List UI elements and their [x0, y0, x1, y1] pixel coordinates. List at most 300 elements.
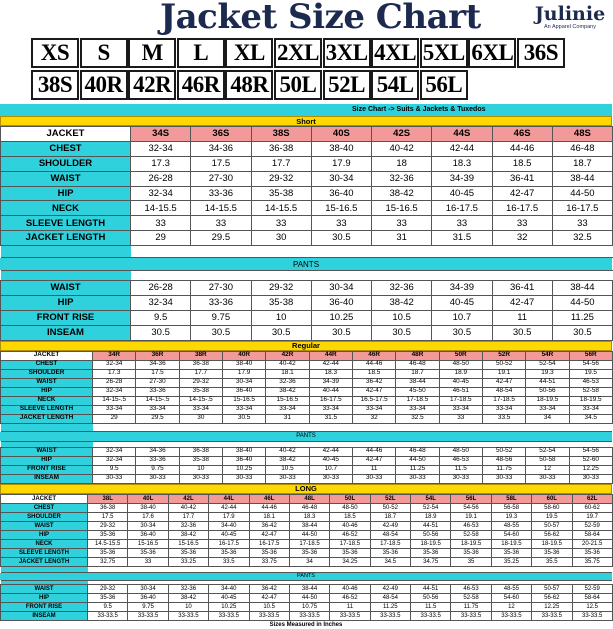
table-cell: 29-32: [179, 378, 222, 387]
table-cell: 11.25: [370, 602, 410, 611]
table-cell: 30.5: [311, 231, 371, 246]
table-cell: 54-56: [451, 503, 491, 512]
table-cell: 29-32: [251, 171, 311, 186]
table-cell: 42-44: [209, 503, 249, 512]
table-cell: 40-46: [330, 584, 370, 593]
row-label: INSEAM: [1, 474, 93, 483]
table-cell: 33-33.5: [88, 611, 128, 620]
table-cell: 40-45: [209, 593, 249, 602]
table-cell: 35-36: [370, 548, 410, 557]
table-cell: 30-33: [569, 474, 612, 483]
size-cell-letter: 6XL: [468, 38, 516, 68]
table-cell: 18-19.5: [532, 539, 572, 548]
row-label: FRONT RISE: [1, 465, 93, 474]
table-cell: 18-19.5: [526, 396, 569, 405]
table-cell: 48-50: [439, 447, 482, 456]
table-cell: 17.7: [168, 512, 208, 521]
table-cell: 48-50: [439, 360, 482, 369]
short-table: [0, 270, 613, 341]
table-cell: 44-50: [396, 456, 439, 465]
table-cell: 17.5: [136, 369, 179, 378]
row-label: HIP: [1, 530, 88, 539]
table-cell: 31: [266, 414, 309, 423]
table-cell: 30-33: [352, 474, 395, 483]
size-cell-letter: 5XL: [420, 38, 468, 68]
table-cell: 36-38: [88, 503, 128, 512]
table-cell: 11: [352, 465, 395, 474]
size-cell-letter: M: [128, 38, 176, 68]
table-cell: 35-36: [330, 548, 370, 557]
table-cell: 19.5: [569, 369, 612, 378]
table-cell: 30-34: [128, 584, 168, 593]
table-cell: 50-52: [482, 360, 525, 369]
table-row: [1, 396, 613, 405]
table-cell: 36-40: [311, 296, 371, 311]
table-cell: 34.25: [330, 557, 370, 566]
table-cell: 46-48: [552, 141, 612, 156]
table-cell: 33-33.5: [330, 611, 370, 620]
row-label: FRONT RISE: [1, 602, 88, 611]
table-cell: 35-36: [289, 548, 329, 557]
table-cell: 40-45: [209, 530, 249, 539]
table-cell: 12: [491, 602, 531, 611]
table-cell: 36-38: [179, 360, 222, 369]
table-cell: 44-51: [411, 521, 451, 530]
table-cell: 44-46: [352, 360, 395, 369]
table-cell: 35-36: [88, 530, 128, 539]
jacket-label: JACKET: [1, 494, 88, 503]
table-cell: 32.75: [88, 557, 128, 566]
table-cell: 9.75: [128, 602, 168, 611]
table-cell: 17.9: [209, 512, 249, 521]
table-cell: 44-46: [352, 447, 395, 456]
table-cell: 54-60: [491, 530, 531, 539]
table-cell: 35.5: [532, 557, 572, 566]
table-cell: 38-42: [168, 530, 208, 539]
row-label: HIP: [1, 456, 93, 465]
chart-header-bar: [0, 104, 612, 116]
table-cell: 36-42: [352, 378, 395, 387]
table-cell: 11.25: [396, 465, 439, 474]
table-cell: 16-17.5: [309, 396, 352, 405]
table-cell: 36-40: [128, 593, 168, 602]
table-cell: 44-51: [411, 584, 451, 593]
table-cell: 40-42: [266, 360, 309, 369]
table-cell: 9.5: [93, 465, 136, 474]
table-cell: 40-42: [372, 141, 432, 156]
table-cell: 54-56: [569, 360, 612, 369]
table-cell: 33: [372, 216, 432, 231]
size-cell-number: 54L: [371, 70, 419, 100]
table-cell: 19.7: [572, 512, 612, 521]
size-header-cell: 34S: [131, 127, 191, 142]
size-header-cell: 50R: [439, 351, 482, 360]
size-header-cell: 40S: [311, 127, 371, 142]
table-cell: 48-54: [482, 387, 525, 396]
table-cell: 15-16.5: [128, 539, 168, 548]
table-cell: 33-34: [569, 405, 612, 414]
table-cell: 38-44: [552, 171, 612, 186]
size-header-cell: 58L: [491, 494, 531, 503]
table-cell: 33-36: [136, 456, 179, 465]
size-header-cell: 44L: [209, 494, 249, 503]
table-cell: 34-36: [191, 141, 251, 156]
table-cell: 11.75: [451, 602, 491, 611]
table-cell: 38-42: [372, 186, 432, 201]
table-cell: 40-44: [309, 387, 352, 396]
table-cell: 44-46: [492, 141, 552, 156]
table-cell: 48-54: [370, 530, 410, 539]
regular-section-label: Regular: [0, 341, 612, 351]
page-title: Jacket Size Chart: [160, 0, 481, 37]
table-cell: 30-34: [311, 171, 371, 186]
size-header-cell: 38R: [179, 351, 222, 360]
size-header-cell: 46S: [492, 127, 552, 142]
table-cell: 17-18.5: [396, 396, 439, 405]
jacket-label: JACKET: [1, 351, 93, 360]
table-row: [1, 156, 613, 171]
short-section: [0, 116, 612, 341]
table-cell: 27-30: [191, 281, 251, 296]
table-cell: 10.25: [311, 310, 371, 325]
table-cell: 44-50: [552, 296, 612, 311]
table-cell: 10.25: [209, 602, 249, 611]
size-header-cell: 44S: [432, 127, 492, 142]
table-cell: 52-58: [569, 387, 612, 396]
row-label: JACKET LENGTH: [1, 557, 88, 566]
table-cell: 54-56: [569, 447, 612, 456]
table-cell: 30-33: [439, 474, 482, 483]
table-cell: 20-21.5: [572, 539, 612, 548]
table-cell: 36-41: [492, 281, 552, 296]
table-cell: 35-36: [249, 548, 289, 557]
table-cell: 17.3: [131, 156, 191, 171]
size-header-row: [1, 351, 613, 360]
table-cell: 10.5: [249, 602, 289, 611]
row-label: SLEEVE LENGTH: [1, 216, 131, 231]
table-cell: 33: [552, 216, 612, 231]
table-row: [1, 539, 613, 548]
table-cell: 44-50: [289, 593, 329, 602]
table-row: [1, 378, 613, 387]
table-cell: 30-33: [309, 474, 352, 483]
table-cell: 26-28: [131, 281, 191, 296]
table-cell: 33-34: [439, 405, 482, 414]
short-section-label: Short: [0, 116, 612, 126]
table-cell: 16.5-17.5: [352, 396, 395, 405]
table-cell: 46-51: [439, 387, 482, 396]
table-cell: 33-34: [309, 405, 352, 414]
table-cell: 34.5: [569, 414, 612, 423]
row-label: SHOULDER: [1, 369, 93, 378]
table-cell: 30: [251, 231, 311, 246]
table-cell: 32-36: [168, 584, 208, 593]
regular-table: [0, 441, 613, 484]
table-cell: 18.1: [266, 369, 309, 378]
size-header-cell: 42S: [372, 127, 432, 142]
table-cell: 29: [93, 414, 136, 423]
table-cell: 9.75: [136, 465, 179, 474]
table-cell: 29: [131, 231, 191, 246]
table-cell: 33-33.5: [572, 611, 612, 620]
table-cell: 35-36: [572, 548, 612, 557]
spacer-row: [1, 423, 613, 431]
table-cell: 46-52: [330, 530, 370, 539]
row-label: WAIST: [1, 281, 131, 296]
table-cell: 18.3: [432, 156, 492, 171]
table-cell: 38-44: [552, 281, 612, 296]
table-cell: 17.5: [88, 512, 128, 521]
table-cell: 12.5: [572, 602, 612, 611]
table-cell: 42-44: [309, 360, 352, 369]
table-cell: 15-16.5: [222, 396, 265, 405]
table-cell: 17.6: [128, 512, 168, 521]
table-cell: 29.5: [191, 231, 251, 246]
table-cell: 35-36: [88, 593, 128, 602]
table-cell: 10.25: [222, 465, 265, 474]
size-cell-letter: S: [80, 38, 128, 68]
table-cell: 38-42: [372, 296, 432, 311]
table-row: [1, 611, 613, 620]
spacer-cell: [93, 423, 613, 431]
table-cell: 46-53: [451, 584, 491, 593]
table-cell: 14-15-.5: [136, 396, 179, 405]
table-cell: 10.5: [266, 465, 309, 474]
table-cell: 32-34: [131, 141, 191, 156]
table-cell: 46-53: [569, 378, 612, 387]
table-cell: 18.7: [370, 512, 410, 521]
row-label: CHEST: [1, 503, 88, 512]
table-cell: 30-33: [179, 474, 222, 483]
row-label: HIP: [1, 593, 88, 602]
table-row: [1, 231, 613, 246]
table-row: [1, 201, 613, 216]
page-header: [0, 0, 612, 40]
table-cell: 29-32: [251, 281, 311, 296]
table-cell: 33.5: [209, 557, 249, 566]
table-cell: 48-56: [482, 456, 525, 465]
table-cell: 34-40: [209, 584, 249, 593]
size-header-cell: 52L: [370, 494, 410, 503]
table-cell: 18.5: [330, 512, 370, 521]
size-header-cell: 40L: [128, 494, 168, 503]
spacer-row: [1, 271, 613, 281]
table-cell: 32-36: [372, 281, 432, 296]
table-cell: 36-38: [251, 141, 311, 156]
table-cell: 17-18.5: [289, 539, 329, 548]
table-cell: 33-33.5: [249, 611, 289, 620]
size-cell-letter: XS: [31, 38, 79, 68]
table-cell: 34-39: [432, 281, 492, 296]
size-header-cell: 50L: [330, 494, 370, 503]
table-row: [1, 325, 613, 340]
table-cell: 32-34: [93, 360, 136, 369]
table-row: [1, 557, 613, 566]
table-cell: 32: [492, 231, 552, 246]
table-cell: 40-45: [432, 296, 492, 311]
table-cell: 15-16.5: [168, 539, 208, 548]
table-cell: 17.5: [191, 156, 251, 171]
table-cell: 52-54: [526, 447, 569, 456]
table-cell: 12.25: [569, 465, 612, 474]
table-cell: 35-38: [251, 186, 311, 201]
table-cell: 15-16.5: [311, 201, 371, 216]
table-cell: 46-53: [451, 521, 491, 530]
size-cell-letter: XL: [225, 38, 273, 68]
table-row: [1, 281, 613, 296]
size-header-cell: 34R: [93, 351, 136, 360]
table-cell: 18.3: [289, 512, 329, 521]
table-cell: 12: [526, 465, 569, 474]
table-cell: 33-34: [266, 405, 309, 414]
table-cell: 30.5: [432, 325, 492, 340]
row-label: WAIST: [1, 584, 88, 593]
table-cell: 14-15-.5: [179, 396, 222, 405]
table-cell: 42-47: [249, 530, 289, 539]
table-row: [1, 584, 613, 593]
spacer-cell: [1, 246, 131, 258]
table-cell: 34-40: [209, 521, 249, 530]
table-cell: 18.7: [396, 369, 439, 378]
regular-table: [0, 351, 613, 432]
table-cell: 10.75: [289, 602, 329, 611]
table-cell: 54-60: [491, 593, 531, 602]
table-cell: 10.5: [372, 310, 432, 325]
row-label: CHEST: [1, 360, 93, 369]
table-cell: 29-32: [88, 584, 128, 593]
table-cell: 42-47: [352, 387, 395, 396]
size-header-cell: 40R: [222, 351, 265, 360]
table-cell: 17-18.5: [370, 539, 410, 548]
table-cell: 36-38: [179, 447, 222, 456]
table-cell: 14-15.5: [251, 201, 311, 216]
size-header-cell: 42R: [266, 351, 309, 360]
table-cell: 35-36: [209, 548, 249, 557]
row-label: HIP: [1, 186, 131, 201]
row-label: SHOULDER: [1, 512, 88, 521]
spacer-cell: [1, 271, 131, 281]
table-row: [1, 521, 613, 530]
table-cell: 19.3: [491, 512, 531, 521]
table-cell: 30: [179, 414, 222, 423]
table-cell: 56-62: [532, 530, 572, 539]
table-cell: 18-19.5: [411, 539, 451, 548]
table-cell: 18.3: [309, 369, 352, 378]
table-cell: 32-36: [266, 378, 309, 387]
table-cell: 34-36: [136, 447, 179, 456]
table-cell: 11: [492, 310, 552, 325]
table-cell: 18: [372, 156, 432, 171]
size-conversion-grid: [31, 38, 565, 100]
table-cell: 33-33.5: [451, 611, 491, 620]
table-cell: 33-34: [526, 405, 569, 414]
table-cell: 58-64: [572, 530, 612, 539]
table-cell: 30.5: [251, 325, 311, 340]
row-label: WAIST: [1, 521, 88, 530]
table-cell: 46-48: [396, 360, 439, 369]
table-row: [1, 141, 613, 156]
table-cell: 30.5: [492, 325, 552, 340]
table-cell: 30-34: [128, 521, 168, 530]
table-cell: 30-33: [222, 474, 265, 483]
table-cell: 31.5: [432, 231, 492, 246]
spacer-cell: [131, 271, 613, 281]
table-cell: 40-45: [432, 186, 492, 201]
spacer-row: [1, 566, 613, 572]
table-cell: 14-15-.5: [93, 396, 136, 405]
table-cell: 33.75: [249, 557, 289, 566]
size-header-cell: 36R: [136, 351, 179, 360]
table-cell: 18.7: [552, 156, 612, 171]
table-cell: 35: [451, 557, 491, 566]
table-cell: 48-55: [491, 584, 531, 593]
table-cell: 33-34: [93, 405, 136, 414]
row-label: WAIST: [1, 447, 93, 456]
table-cell: 18.9: [439, 369, 482, 378]
table-cell: 42-44: [309, 447, 352, 456]
size-cell-number: 40R: [80, 70, 128, 100]
table-cell: 30.5: [552, 325, 612, 340]
table-cell: 50-52: [370, 503, 410, 512]
table-cell: 60-62: [572, 503, 612, 512]
size-header-cell: 52R: [482, 351, 525, 360]
table-cell: 33: [432, 216, 492, 231]
regular-section: [0, 341, 612, 484]
table-cell: 33: [251, 216, 311, 231]
table-cell: 44-50: [289, 530, 329, 539]
table-cell: 33-33.5: [209, 611, 249, 620]
table-cell: 9.5: [88, 602, 128, 611]
table-cell: 19.1: [451, 512, 491, 521]
table-cell: 11.5: [411, 602, 451, 611]
table-cell: 11.25: [552, 310, 612, 325]
size-header-cell: 56R: [569, 351, 612, 360]
table-cell: 33-33.5: [411, 611, 451, 620]
long-pants-label: PANTS: [0, 573, 612, 580]
size-header-cell: 56L: [451, 494, 491, 503]
table-cell: 18-19.5: [491, 539, 531, 548]
table-cell: 38-40: [222, 360, 265, 369]
table-cell: 30-33: [396, 474, 439, 483]
size-header-cell: 38L: [88, 494, 128, 503]
table-cell: 32-36: [168, 521, 208, 530]
table-cell: 33-33.5: [491, 611, 531, 620]
table-cell: 56-62: [532, 593, 572, 602]
table-row: [1, 310, 613, 325]
table-cell: 40-45: [309, 456, 352, 465]
table-cell: 10.7: [432, 310, 492, 325]
table-cell: 11.5: [439, 465, 482, 474]
table-cell: 38-44: [289, 584, 329, 593]
table-row: [1, 171, 613, 186]
row-label: WAIST: [1, 378, 93, 387]
table-cell: 33: [439, 414, 482, 423]
table-cell: 42-47: [352, 456, 395, 465]
table-cell: 32-34: [93, 447, 136, 456]
table-cell: 33: [131, 216, 191, 231]
size-cell-letter: 2XL: [274, 38, 322, 68]
brand-tagline: An Apparel Company: [544, 24, 596, 30]
table-cell: 10: [168, 602, 208, 611]
size-header-cell: 46R: [352, 351, 395, 360]
table-cell: 35-36: [532, 548, 572, 557]
long-section: [0, 484, 612, 621]
table-row: [1, 602, 613, 611]
table-cell: 45-50: [396, 387, 439, 396]
table-cell: 30-33: [526, 474, 569, 483]
table-cell: 33-33.5: [128, 611, 168, 620]
spacer-row: [1, 246, 613, 258]
